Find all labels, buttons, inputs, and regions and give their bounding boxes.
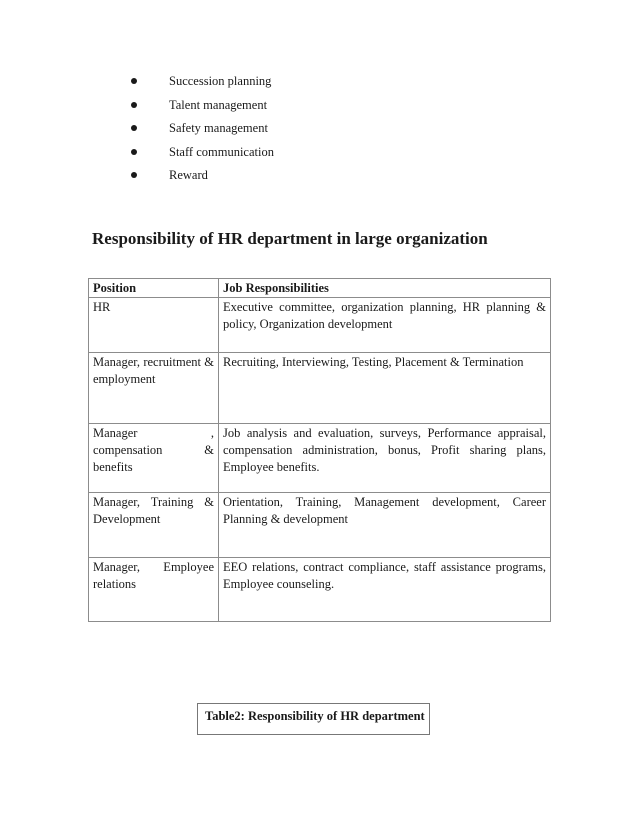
bullet-list <box>0 72 638 190</box>
position-cell: Manager , compensation & benefits <box>89 424 219 493</box>
responsibilities-cell: Orientation, Training, Management development, Career Planning & development <box>219 493 551 558</box>
bullet-text: Staff communication <box>169 144 274 159</box>
bullet-text: Succession planning <box>169 74 272 88</box>
section-heading: Responsibility of HR department in large organization <box>92 229 488 248</box>
bullet-text: Reward <box>169 168 208 182</box>
table-row <box>89 558 551 622</box>
position-cell: Manager, recruitment & employment <box>89 353 219 424</box>
responsibilities-cell: Recruiting, Interviewing, Testing, Placement & Termination <box>219 353 551 424</box>
bullet-icon <box>131 149 137 155</box>
position-cell: HR <box>89 298 219 353</box>
list-item <box>0 72 638 96</box>
bullet-icon <box>131 125 137 131</box>
table-row <box>89 353 551 424</box>
bullet-icon <box>131 78 137 84</box>
responsibilities-cell: EEO relations, contract compliance, staff assistance programs, Employee counseling. <box>219 558 551 622</box>
position-cell: Manager, Employee relations <box>89 558 219 622</box>
column-header-position: Position <box>89 279 219 298</box>
table-header-row <box>89 279 551 298</box>
column-header-responsibilities: Job Responsibilities <box>219 279 551 298</box>
responsibilities-cell: Executive committee, organization planning, HR planning & policy, Organization development <box>219 298 551 353</box>
table-row <box>89 298 551 353</box>
list-item <box>0 143 638 167</box>
responsibility-table <box>88 278 551 622</box>
list-item <box>0 96 638 120</box>
position-cell: Manager, Training & Development <box>89 493 219 558</box>
bullet-icon <box>131 102 137 108</box>
table-caption: Table2: Responsibility of HR department <box>197 703 430 735</box>
responsibilities-cell: Job analysis and evaluation, surveys, Performance appraisal, compensation administration, bonus, Profit sharing plans, Employee benefits. <box>219 424 551 493</box>
bullet-text: Safety management <box>169 121 268 135</box>
table-row <box>89 424 551 493</box>
bullet-text: Talent management <box>169 97 268 112</box>
list-item <box>0 166 638 190</box>
list-item <box>0 119 638 143</box>
table-row <box>89 493 551 558</box>
bullet-icon <box>131 172 137 178</box>
